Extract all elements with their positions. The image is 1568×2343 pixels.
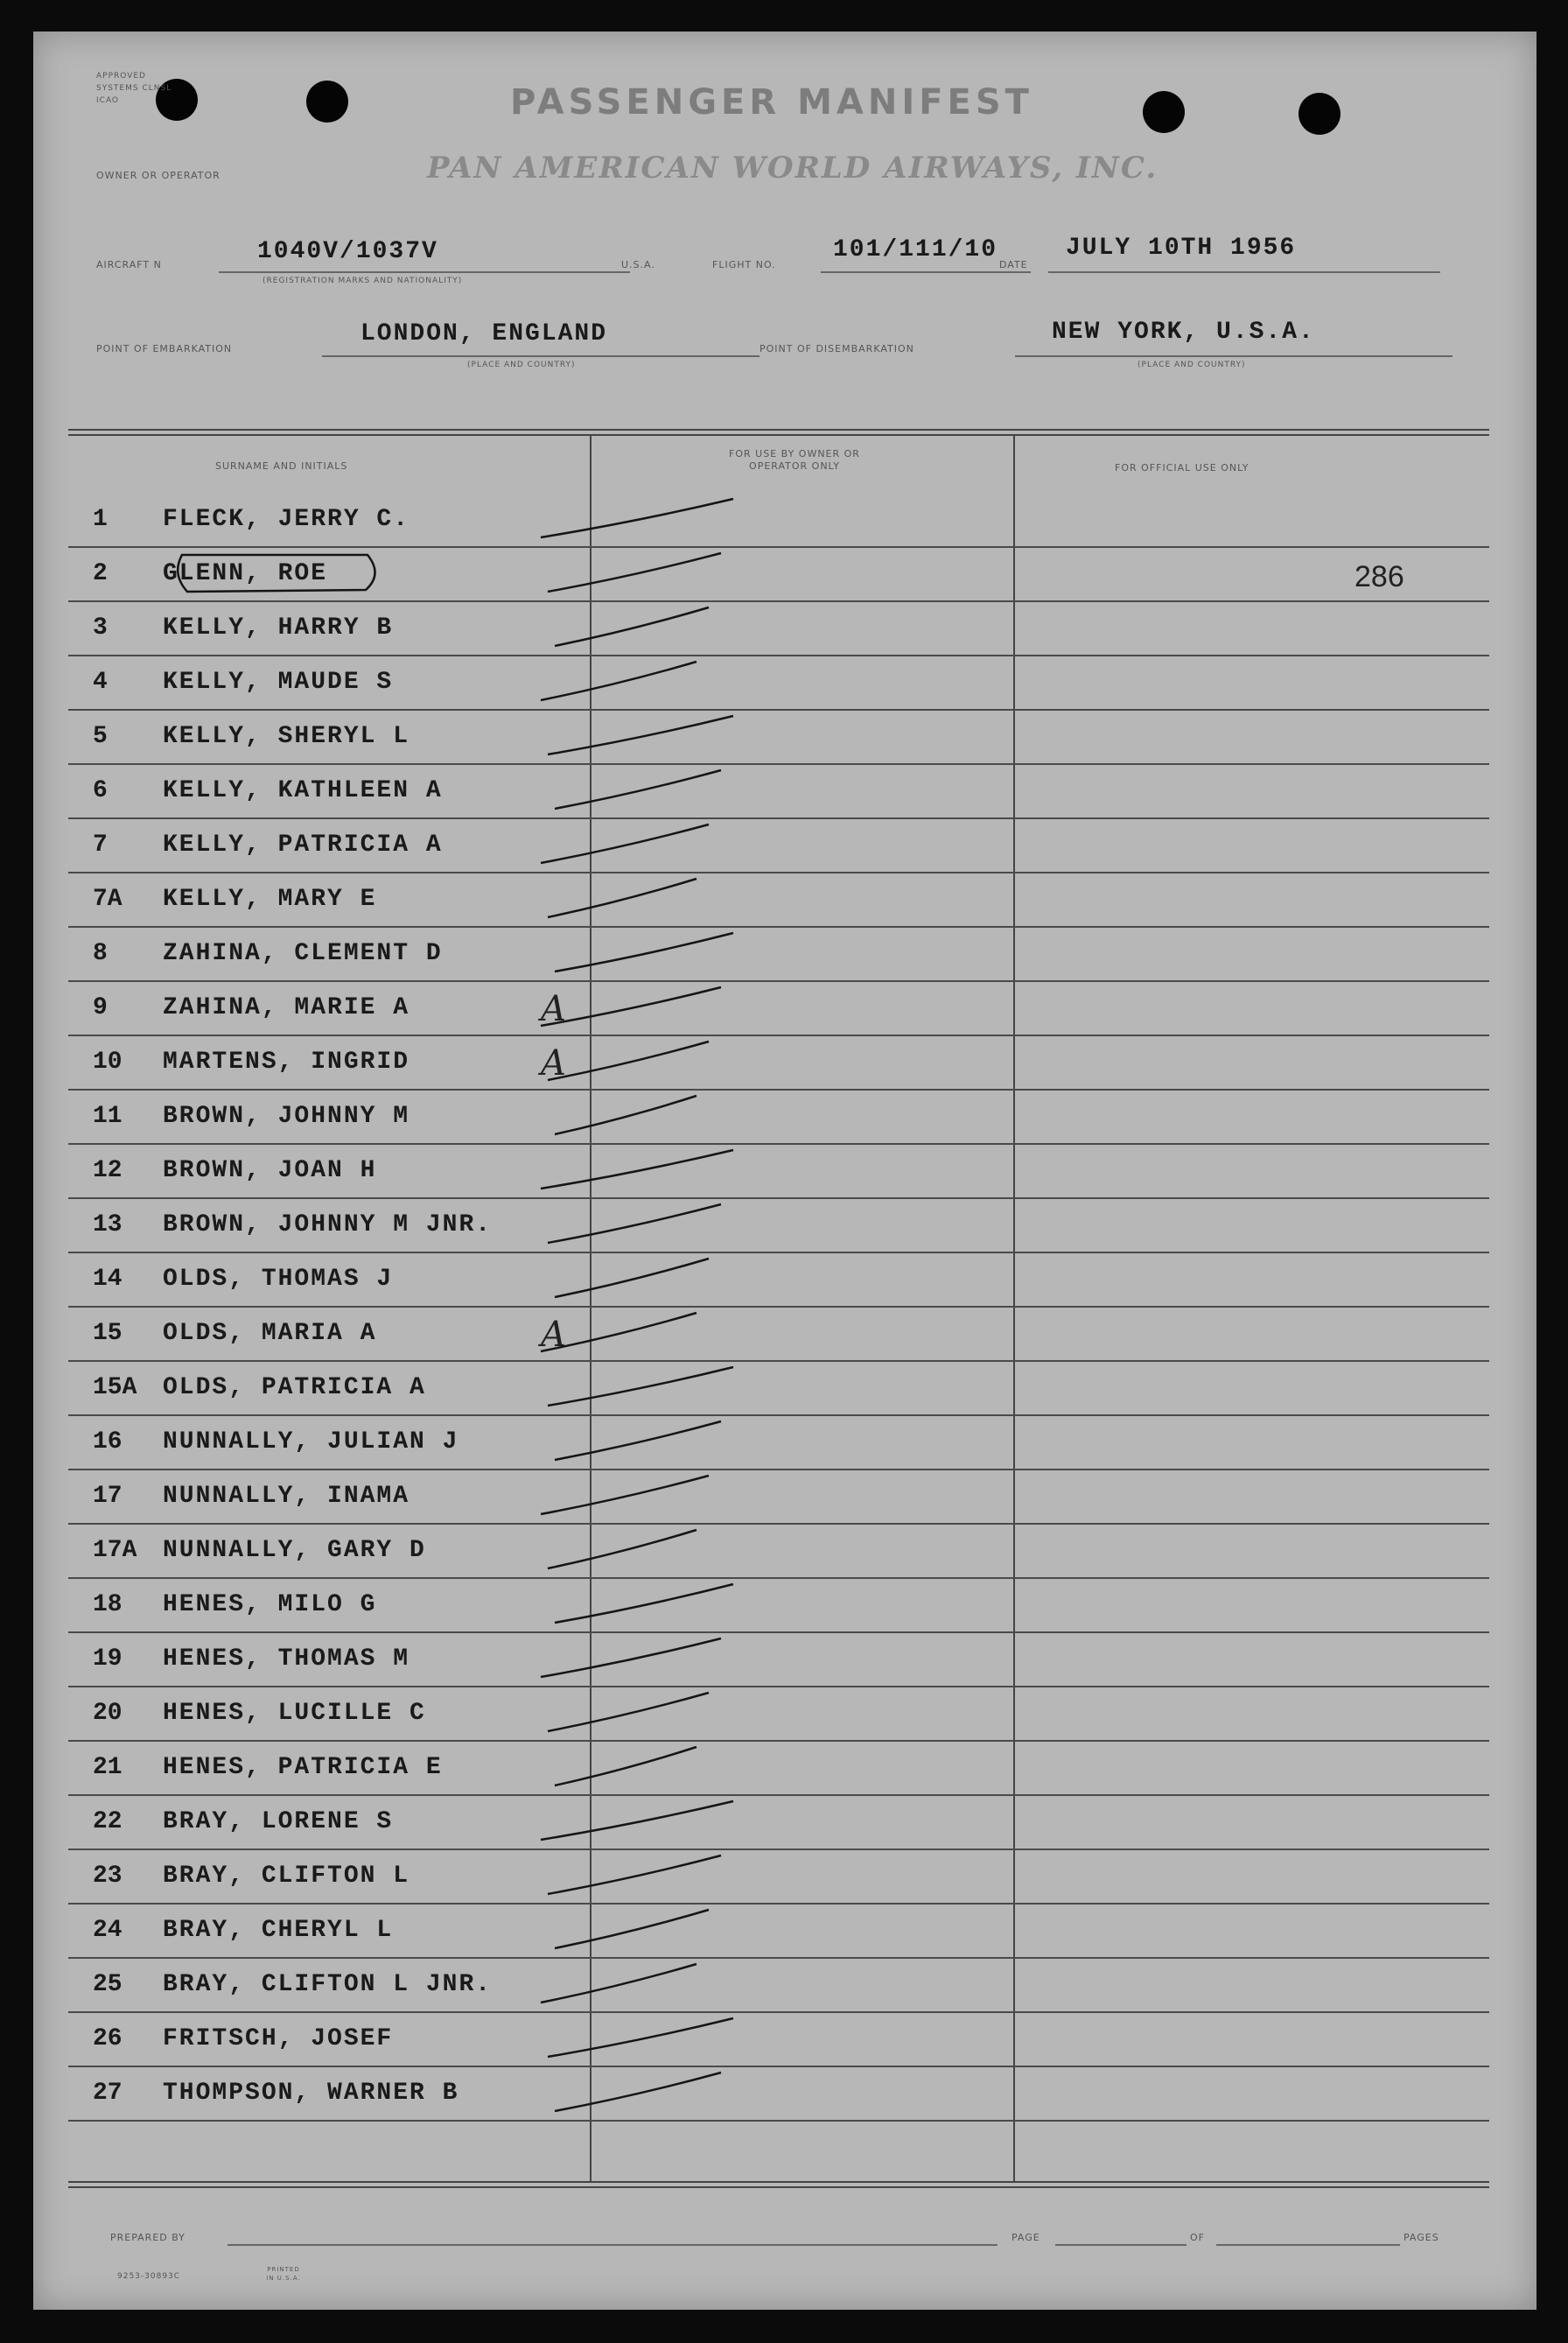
manifest-sheet [33,32,1536,2310]
passenger-name: OLDS, PATRICIA A [163,1374,426,1401]
table-row [33,1145,1536,1199]
table-row [33,548,1536,602]
passenger-name: BROWN, JOHNNY M JNR. [163,1211,493,1238]
row-number: 23 [93,1862,122,1890]
row-number: 24 [93,1917,122,1944]
table-row [33,1525,1536,1579]
table-row [33,2067,1536,2122]
row-number: 6 [93,777,108,804]
row-number: 10 [93,1049,122,1076]
passenger-name: KELLY, MARY E [163,886,377,913]
row-number: 11 [93,1103,122,1130]
row-number: 15A [93,1374,137,1401]
table-row [33,1633,1536,1687]
table-row [33,819,1536,873]
table-row [33,711,1536,765]
row-number: 20 [93,1700,122,1727]
punch-hole [306,81,348,123]
of-label: OF [1190,2232,1205,2243]
passenger-name: HENES, MILO G [163,1591,377,1618]
embarkation-sublabel: (PLACE AND COUNTRY) [467,361,576,369]
passenger-name: BRAY, CLIFTON L [163,1862,410,1890]
passenger-name: NUNNALLY, JULIAN J [163,1428,459,1456]
passenger-name: KELLY, MAUDE S [163,669,394,696]
column-header-surname: SURNAME AND INITIALS [215,460,348,472]
page-label: PAGE [1012,2232,1040,2243]
passenger-name: HENES, LUCILLE C [163,1700,426,1727]
owner-use-mark: A [541,1043,566,1084]
row-number: 25 [93,1971,122,1998]
embarkation-label: POINT OF EMBARKATION [96,343,233,354]
table-row [33,1579,1536,1633]
table-row [33,1253,1536,1308]
passenger-name: BRAY, CHERYL L [163,1917,394,1944]
row-number: 1 [93,506,108,533]
passenger-name: OLDS, MARIA A [163,1320,377,1347]
row-number: 4 [93,669,108,696]
table-row [33,1850,1536,1905]
official-use-value: 286 [1354,560,1404,593]
row-number: 18 [93,1591,122,1618]
form-code: 9253-30893C [117,2272,181,2281]
table-row [33,1199,1536,1253]
owner-use-mark: A [541,1315,566,1355]
disembarkation-value: NEW YORK, U.S.A. [1052,319,1315,346]
table-row [33,1470,1536,1525]
passenger-name: ZAHINA, CLEMENT D [163,940,443,967]
row-number: 7 [93,831,108,859]
passenger-name: FRITSCH, JOSEF [163,2025,394,2052]
row-number: 17A [93,1537,137,1564]
flight-value: 101/111/10 [833,236,998,263]
approval-stamp-line3: ICAO [96,96,120,105]
passenger-name: BRAY, CLIFTON L JNR. [163,1971,493,1998]
row-number: 3 [93,614,108,642]
table-row [33,982,1536,1036]
passenger-name: BROWN, JOAN H [163,1157,377,1184]
passenger-name: GLENN, ROE [163,560,328,587]
table-row [33,1959,1536,2013]
table-row [33,656,1536,711]
passenger-name: HENES, THOMAS M [163,1645,410,1673]
row-number: 9 [93,994,108,1021]
row-number: 13 [93,1211,122,1238]
row-number: 21 [93,1754,122,1781]
passenger-name: NUNNALLY, GARY D [163,1537,426,1564]
disembarkation-sublabel: (PLACE AND COUNTRY) [1138,361,1246,369]
passenger-name: HENES, PATRICIA E [163,1754,443,1781]
table-row [33,1796,1536,1850]
date-value: JULY 10TH 1956 [1066,235,1297,262]
punch-hole [1298,93,1340,135]
row-number: 27 [93,2080,122,2107]
row-number: 22 [93,1808,122,1835]
table-row [33,494,1536,548]
row-number: 15 [93,1320,122,1347]
embarkation-value: LONDON, ENGLAND [360,320,608,347]
passenger-name: FLECK, JERRY C. [163,506,410,533]
prepared-by-label: PREPARED BY [110,2232,186,2243]
approval-stamp-line1: APPROVED [96,72,146,81]
passenger-name: OLDS, THOMAS J [163,1266,394,1293]
passenger-name: NUNNALLY, INAMA [163,1483,410,1510]
row-number: 8 [93,940,108,967]
disembarkation-label: POINT OF DISEMBARKATION [760,343,914,354]
aircraft-sublabel: (REGISTRATION MARKS AND NATIONALITY) [262,277,463,285]
passenger-name: KELLY, HARRY B [163,614,394,642]
passenger-name: KELLY, KATHLEEN A [163,777,443,804]
row-number: 5 [93,723,108,750]
flight-label: FLIGHT NO. [712,259,776,270]
owner-label: OWNER OR OPERATOR [96,170,220,181]
table-row [33,765,1536,819]
form-title: PASSENGER MANIFEST [510,82,1033,123]
table-row [33,1308,1536,1362]
passenger-name: ZAHINA, MARIE A [163,994,410,1021]
row-number: 12 [93,1157,122,1184]
table-row [33,1362,1536,1416]
table-row [33,1416,1536,1470]
aircraft-label: AIRCRAFT N [96,259,162,270]
passenger-name: BRAY, LORENE S [163,1808,394,1835]
table-row [33,873,1536,928]
passenger-name: KELLY, SHERYL L [163,723,410,750]
pages-label: PAGES [1404,2232,1439,2243]
date-label: DATE [999,259,1028,270]
row-number: 2 [93,560,108,587]
passenger-name: BROWN, JOHNNY M [163,1103,410,1130]
column-header-official-use: FOR OFFICIAL USE ONLY [1115,462,1250,474]
table-row [33,1091,1536,1145]
printed-label: PRINTED IN U.S.A. [266,2266,301,2282]
punch-hole [1143,91,1185,133]
table-row [33,2013,1536,2067]
passenger-name: KELLY, PATRICIA A [163,831,443,859]
row-rule [68,2120,1489,2122]
approval-stamp-line2: SYSTEMS CLNSL [96,84,172,93]
row-number: 19 [93,1645,122,1673]
owner-use-mark: A [541,989,566,1029]
table-row [33,1036,1536,1091]
table-row [33,1742,1536,1796]
table-row [33,1687,1536,1742]
row-number: 26 [93,2025,122,2052]
airline-name: PAN AMERICAN WORLD AIRWAYS, INC. [427,151,1158,186]
row-number: 14 [93,1266,122,1293]
row-number: 7A [93,886,122,913]
table-row [33,1905,1536,1959]
table-row [33,928,1536,982]
row-number: 17 [93,1483,122,1510]
passenger-name: MARTENS, INGRID [163,1049,410,1076]
row-number: 16 [93,1428,122,1456]
table-row [33,602,1536,656]
aircraft-value: 1040V/1037V [257,238,438,265]
column-header-owner-use: FOR USE BY OWNER OR OPERATOR ONLY [729,448,860,472]
usa-label: U.S.A. [621,259,655,270]
passenger-name: THOMPSON, WARNER B [163,2080,459,2107]
